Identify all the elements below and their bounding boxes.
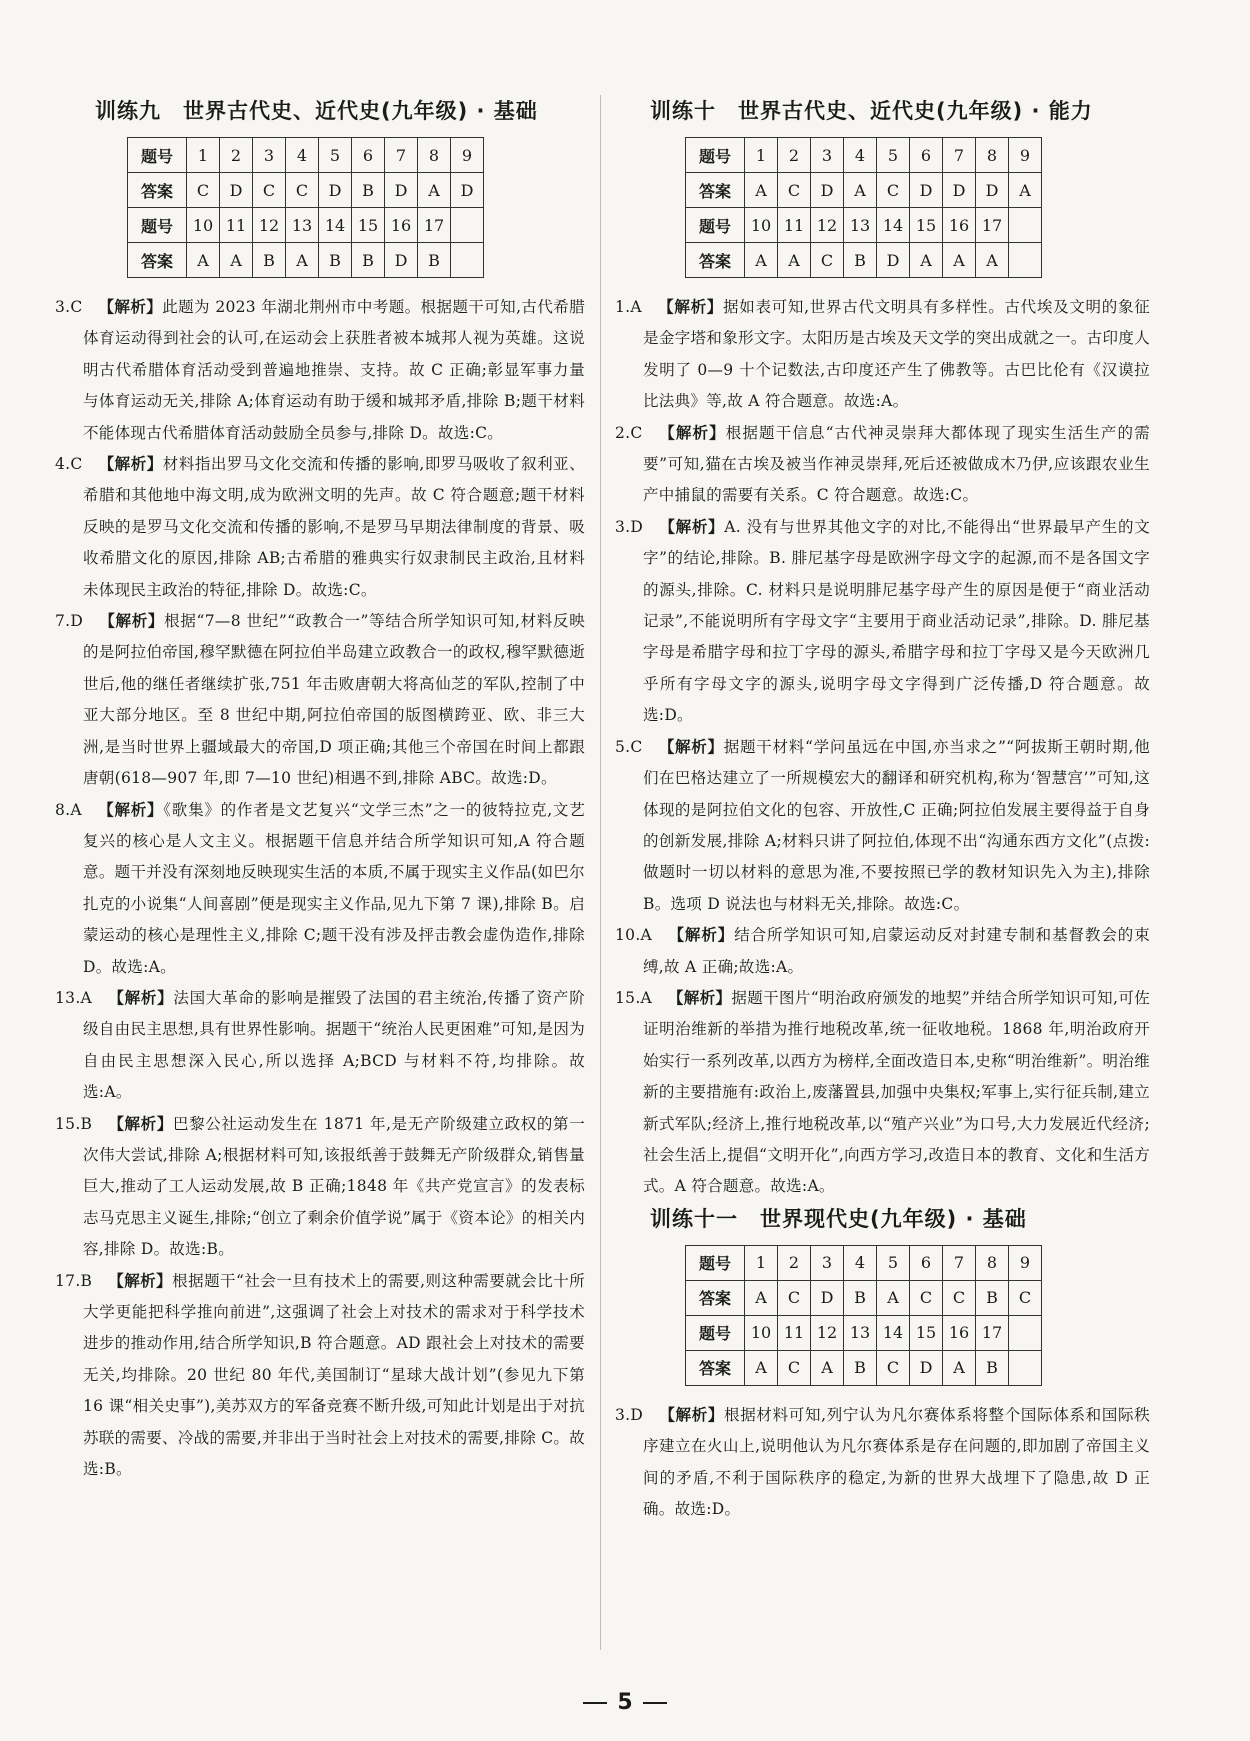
table-cell: 6	[910, 1245, 943, 1280]
table-row	[128, 173, 484, 208]
table-cell: 17	[976, 208, 1009, 243]
explanation-text: 巴黎公社运动发生在 1871 年,是无产阶级建立政权的第一次伟大尝试,排除 A;根据材料可知,该报纸善于鼓舞无产阶级群众,销售量巨大,推动了工人运动发展,故 B 正确;1848 年《共产党宣言》的发表标志马克思主义诞生,排除;“创立了剩余价值学说”属于《资本论》的相关内容,排除 D。故选:B。	[83, 1114, 585, 1259]
table-cell: 9	[1009, 138, 1042, 173]
row-label: 答案	[686, 1280, 745, 1315]
table-cell: C	[778, 1280, 811, 1315]
row-label: 题号	[686, 138, 745, 173]
explanation-item	[615, 512, 1150, 732]
analysis-tag: 【解析】	[108, 1114, 173, 1133]
table-cell: C	[1009, 1280, 1042, 1315]
explanation-list	[615, 292, 1150, 1203]
table-cell: D	[385, 173, 418, 208]
table-cell: B	[253, 243, 286, 278]
table-cell: D	[877, 243, 910, 278]
table-cell: A	[910, 243, 943, 278]
answer-table-training-9	[127, 137, 484, 278]
page-footer	[0, 1690, 1250, 1715]
explanation-text: 根据材料可知,列宁认为凡尔赛体系将整个国际体系和国际秩序建立在火山上,说明他认为凡尔赛体系是存在问题的,即加剧了帝国主义间的矛盾,不利于国际秩序的稳定,为新的世界大战埋下了隐患,故 D 正确。故选:D。	[643, 1405, 1150, 1518]
row-label: 题号	[686, 1245, 745, 1280]
explanation-item	[55, 606, 585, 794]
table-cell: A	[877, 1280, 910, 1315]
table-cell: D	[319, 173, 352, 208]
analysis-tag: 【解析】	[667, 988, 732, 1007]
explanation-item	[615, 920, 1150, 983]
table-cell: 1	[745, 1245, 778, 1280]
table-cell: 12	[811, 208, 844, 243]
explanation-item	[615, 983, 1150, 1203]
explanation-item	[55, 449, 585, 606]
column-divider	[600, 95, 601, 1650]
table-cell: 5	[877, 1245, 910, 1280]
page-number: 5	[617, 1690, 633, 1715]
table-cell: D	[811, 1280, 844, 1315]
table-row	[128, 243, 484, 278]
question-number: 15.A	[615, 988, 653, 1007]
answer-table-training-11	[685, 1245, 1042, 1386]
table-cell: A	[418, 173, 451, 208]
table-cell: A	[844, 173, 877, 208]
table-cell: 10	[745, 208, 778, 243]
row-label: 题号	[686, 1315, 745, 1350]
row-label: 答案	[128, 173, 187, 208]
table-cell: 1	[745, 138, 778, 173]
table-cell: A	[943, 1350, 976, 1385]
table-cell: C	[877, 1350, 910, 1385]
table-cell	[1009, 208, 1042, 243]
explanation-text: 据题干图片“明治政府颁发的地契”并结合所学知识可知,可佐证明治维新的举措为推行地税改革,统一征收地税。1868 年,明治政府开始实行一系列改革,以西方为榜样,全面改造日本,史称“明治维新”。明治维新的主要措施有:政治上,废藩置县,加强中央集权;军事上,实行征兵制,建立新式军队;经济上,推行地税改革,以“殖产兴业”为口号,大力发展近代经济;社会生活上,提倡“文明开化”,向西方学习,改造日本的教育、文化和生活方式。A 符合题意。故选:A。	[643, 988, 1150, 1196]
table-cell: 17	[976, 1315, 1009, 1350]
table-cell: C	[943, 1280, 976, 1315]
question-number: 8.A	[55, 800, 82, 819]
explanation-text: 结合所学知识可知,启蒙运动反对封建专制和基督教会的束缚,故 A 正确;故选:A。	[643, 926, 1151, 976]
analysis-tag: 【解析】	[98, 612, 165, 631]
table-cell: 10	[187, 208, 220, 243]
table-row	[686, 173, 1042, 208]
section-title-training-11: 训练十一 世界现代史(九年级) · 基础	[650, 1206, 1027, 1231]
table-cell: D	[910, 173, 943, 208]
table-cell: A	[811, 1350, 844, 1385]
analysis-tag: 【解析】	[658, 517, 725, 536]
table-cell: D	[976, 173, 1009, 208]
explanation-text: 根据“7—8 世纪”“政教合一”等结合所学知识可知,材料反映的是阿拉伯帝国,穆罕默德在阿拉伯半岛建立政教合一的政权,穆罕默德逝世后,他的继任者继续扩张,751 年击败唐朝大将高仙芝的军队,控制了中亚大部分地区。至 8 世纪中期,阿拉伯帝国的版图横跨亚、欧、非三大洲,是当时世界上疆域最大的帝国,D 项正确;其他三个帝国在时间上都跟唐朝(618—907 年,即 7—10 世纪)相遇不到,排除 ABC。故选:D。	[83, 612, 585, 788]
table-cell: 15	[352, 208, 385, 243]
table-cell: 3	[253, 138, 286, 173]
table-cell: 13	[286, 208, 319, 243]
question-number: 15.B	[55, 1114, 93, 1133]
table-cell: A	[943, 243, 976, 278]
table-cell: C	[877, 173, 910, 208]
footer-dash	[583, 1702, 607, 1704]
table-cell: 4	[844, 1245, 877, 1280]
question-number: 3.D	[615, 517, 644, 536]
table-cell: 1	[187, 138, 220, 173]
table-cell: C	[253, 173, 286, 208]
table-cell: B	[352, 243, 385, 278]
table-cell: A	[220, 243, 253, 278]
analysis-tag: 【解析】	[658, 1405, 725, 1424]
row-label: 题号	[128, 208, 187, 243]
explanation-item	[55, 1266, 585, 1486]
explanation-text: 根据题干信息“古代神灵崇拜大都体现了现实生活生产的需要”可知,猫在古埃及被当作神灵崇拜,死后还被做成木乃伊,应该跟农业生产中捕鼠的需要有关系。C 符合题意。故选:C。	[643, 423, 1150, 505]
analysis-tag: 【解析】	[98, 455, 163, 474]
row-label: 答案	[686, 173, 745, 208]
table-cell: B	[418, 243, 451, 278]
explanation-text: 法国大革命的影响是摧毁了法国的君主统治,传播了资产阶级自由民主思想,具有世界性影响。据题干“统治人民更困难”可知,是因为自由民主思想深入民心,所以选择 A;BCD 与材料不符,均排除。故选:A。	[83, 988, 585, 1102]
analysis-tag: 【解析】	[658, 423, 726, 442]
explanation-text: 据如表可知,世界古代文明具有多样性。古代埃及文明的象征是金字塔和象形文字。太阳历是古埃及天文学的突出成就之一。古印度人发明了 0—9 十个记数法,古印度还产生了佛教等。古巴比伦有《汉谟拉比法典》等,故 A 符合题意。故选:A。	[643, 298, 1150, 411]
table-cell: 10	[745, 1315, 778, 1350]
row-label: 答案	[686, 1350, 745, 1385]
explanation-text: 材料指出罗马文化交流和传播的影响,即罗马吸收了叙利亚、希腊和其他地中海文明,成为欧洲文明的先声。故 C 符合题意;题干材料反映的是罗马文化交流和传播的影响,不是罗马早期法律制度的背景、吸收希腊文化的原因,排除 AB;古希腊的雅典实行奴隶制民主政治,且材料未体现民主政治的特征,排除 D。故选:C。	[83, 455, 586, 599]
table-row	[686, 1315, 1042, 1350]
table-cell: 7	[385, 138, 418, 173]
explanation-text: 根据题干“社会一旦有技术上的需要,则这种需要就会比十所大学更能把科学推向前进”,这强调了社会上对技术的需求对于科学技术进步的推动作用,结合所学知识,B 符合题意。AD 跟社会上对技术的需要无关,均排除。20 世纪 80 年代,美国制订“星球大战计划”(参见九下第 16 课“相关史事”),美苏双方的军备竞赛不断升级,可知此计划是出于对抗苏联的需要、冷战的需要,并非出于当时社会上对技术的需要,排除 C。故选:B。	[83, 1271, 586, 1479]
table-row	[128, 208, 484, 243]
table-cell: C	[910, 1280, 943, 1315]
table-cell: A	[1009, 173, 1042, 208]
question-number: 13.A	[55, 988, 93, 1007]
explanation-item	[55, 983, 585, 1109]
table-cell: 8	[976, 138, 1009, 173]
explanation-item	[615, 292, 1150, 418]
analysis-tag: 【解析】	[667, 926, 735, 945]
explanation-text: 《歌集》的作者是文艺复兴“文学三杰”之一的彼特拉克,文艺复兴的核心是人文主义。根据题干信息并结合所学知识可知,A 符合题意。题干并没有深刻地反映现实生活的本质,不属于现实主义作品(如巴尔扎克的小说集“人间喜剧”便是现实主义作品,见九下第 7 课),排除 B。启蒙运动的核心是理性主义,排除 C;题干没有涉及抨击教会虚伪造作,排除 D。故选:A。	[83, 800, 585, 976]
table-cell: B	[976, 1280, 1009, 1315]
table-cell: 3	[811, 138, 844, 173]
table-cell: 14	[877, 1315, 910, 1350]
explanation-item	[615, 418, 1150, 512]
table-cell: 9	[1009, 1245, 1042, 1280]
question-number: 4.C	[55, 455, 83, 474]
table-row	[686, 1245, 1042, 1280]
table-row	[686, 243, 1042, 278]
row-label: 题号	[686, 208, 745, 243]
table-row	[686, 1280, 1042, 1315]
table-cell: A	[745, 1280, 778, 1315]
table-cell: 6	[910, 138, 943, 173]
table-cell: D	[811, 173, 844, 208]
table-cell: 11	[778, 1315, 811, 1350]
table-cell: 3	[811, 1245, 844, 1280]
table-cell	[451, 208, 484, 243]
table-cell: A	[745, 173, 778, 208]
section-title-training-9: 训练九 世界古代史、近代史(九年级) · 基础	[95, 99, 538, 123]
table-cell: C	[778, 1350, 811, 1385]
table-cell: 12	[253, 208, 286, 243]
table-cell: A	[745, 1350, 778, 1385]
table-cell: 15	[910, 1315, 943, 1350]
right-column	[615, 95, 1150, 1525]
explanation-item	[55, 1109, 585, 1266]
table-cell: 17	[418, 208, 451, 243]
table-cell: C	[187, 173, 220, 208]
table-cell: 8	[976, 1245, 1009, 1280]
table-cell: 6	[352, 138, 385, 173]
explanation-text: 据题干材料“学问虽远在中国,亦当求之”“阿拔斯王朝时期,他们在巴格达建立了一所规模宏大的翻译和研究机构,称为‘智慧宫’”可知,这体现的是阿拉伯文化的包容、开放性,C 正确;阿拉伯发展主要得益于自身的创新发展,排除 A;材料只讲了阿拉伯,体现不出“沟通东西方文化”(点拨:做题时一切以材料的意思为准,不要按照已学的教材知识先入为主),排除 B。选项 D 说法也与材料无关,排除。故选:C。	[643, 737, 1151, 913]
analysis-tag: 【解析】	[107, 988, 174, 1007]
question-number: 17.B	[55, 1271, 93, 1290]
table-cell: 16	[943, 1315, 976, 1350]
table-cell: 2	[220, 138, 253, 173]
table-cell: D	[385, 243, 418, 278]
table-cell: A	[286, 243, 319, 278]
table-cell: 5	[319, 138, 352, 173]
table-cell: 5	[877, 138, 910, 173]
explanation-list	[615, 1400, 1150, 1526]
table-cell: 7	[943, 138, 976, 173]
analysis-tag: 【解析】	[657, 298, 724, 316]
table-cell	[1009, 1315, 1042, 1350]
table-cell: 13	[844, 1315, 877, 1350]
explanation-item	[615, 1400, 1150, 1526]
table-cell: A	[976, 243, 1009, 278]
table-cell: 12	[811, 1315, 844, 1350]
explanation-item	[55, 292, 585, 449]
table-cell: B	[844, 1350, 877, 1385]
table-cell: D	[910, 1350, 943, 1385]
table-row	[686, 208, 1042, 243]
table-cell: 15	[910, 208, 943, 243]
explanation-text: 此题为 2023 年湖北荆州市中考题。根据题干可知,古代希腊体育运动得到社会的认可,在运动会上获胜者被本城邦人视为英雄。这说明古代希腊体育活动受到普遍地推崇、支持。故 C 正确;彰显军事力量与体育运动无关,排除 A;体育运动有助于缓和城邦矛盾,排除 B;题干材料不能体现古代希腊体育活动鼓励全员参与,排除 D。故选:C。	[83, 298, 586, 442]
question-number: 2.C	[615, 423, 643, 442]
table-cell: C	[778, 173, 811, 208]
explanation-item	[55, 795, 585, 983]
table-cell: 11	[778, 208, 811, 243]
table-cell: 2	[778, 1245, 811, 1280]
table-cell: 9	[451, 138, 484, 173]
table-cell: B	[976, 1350, 1009, 1385]
table-cell	[1009, 243, 1042, 278]
table-cell: 13	[844, 208, 877, 243]
table-cell: 7	[943, 1245, 976, 1280]
analysis-tag: 【解析】	[108, 1271, 173, 1290]
question-number: 3.C	[55, 298, 83, 316]
analysis-tag: 【解析】	[98, 298, 163, 316]
table-cell: D	[943, 173, 976, 208]
table-cell: A	[778, 243, 811, 278]
table-cell: C	[286, 173, 319, 208]
answer-table-training-10	[685, 137, 1042, 278]
table-cell: 14	[319, 208, 352, 243]
table-cell	[451, 243, 484, 278]
table-cell: 14	[877, 208, 910, 243]
table-cell: D	[220, 173, 253, 208]
row-label: 答案	[686, 243, 745, 278]
row-label: 题号	[128, 138, 187, 173]
table-cell: 4	[286, 138, 319, 173]
table-cell: A	[745, 243, 778, 278]
section-title-training-10: 训练十 世界古代史、近代史(九年级) · 能力	[650, 99, 1093, 123]
analysis-tag: 【解析】	[97, 800, 164, 819]
table-cell: B	[844, 243, 877, 278]
row-label: 答案	[128, 243, 187, 278]
table-cell: 8	[418, 138, 451, 173]
table-cell: 16	[943, 208, 976, 243]
question-number: 1.A	[615, 298, 642, 316]
analysis-tag: 【解析】	[658, 737, 724, 756]
question-number: 10.A	[615, 926, 653, 945]
footer-dash	[643, 1702, 667, 1704]
table-cell: 11	[220, 208, 253, 243]
table-cell: B	[319, 243, 352, 278]
table-cell: A	[187, 243, 220, 278]
table-cell: C	[811, 243, 844, 278]
question-number: 7.D	[55, 612, 84, 631]
table-cell: D	[451, 173, 484, 208]
table-cell: 4	[844, 138, 877, 173]
left-column	[55, 95, 585, 1485]
table-cell	[1009, 1350, 1042, 1385]
table-row	[128, 138, 484, 173]
explanation-list	[55, 292, 585, 1485]
explanation-item	[615, 732, 1150, 920]
table-cell: 16	[385, 208, 418, 243]
table-cell: B	[844, 1280, 877, 1315]
table-cell: B	[352, 173, 385, 208]
table-cell: 2	[778, 138, 811, 173]
question-number: 3.D	[615, 1405, 644, 1424]
table-row	[686, 138, 1042, 173]
table-row	[686, 1350, 1042, 1385]
question-number: 5.C	[615, 737, 643, 756]
explanation-text: A. 没有与世界其他文字的对比,不能得出“世界最早产生的文字”的结论,排除。B. 腓尼基字母是欧洲字母文字的起源,而不是各国文字的源头,排除。C. 材料只是说明腓尼基字母产生的原因是便于“商业活动记录”,不能说明所有字母文字“主要用于商业活动记录”,排除。D. 腓尼基字母是希腊字母和拉丁字母的源头,希腊字母和拉丁字母又是今天欧洲几乎所有字母文字的源头,说明字母文字得到广泛传播,D 符合题意。故选:D。	[643, 517, 1150, 725]
